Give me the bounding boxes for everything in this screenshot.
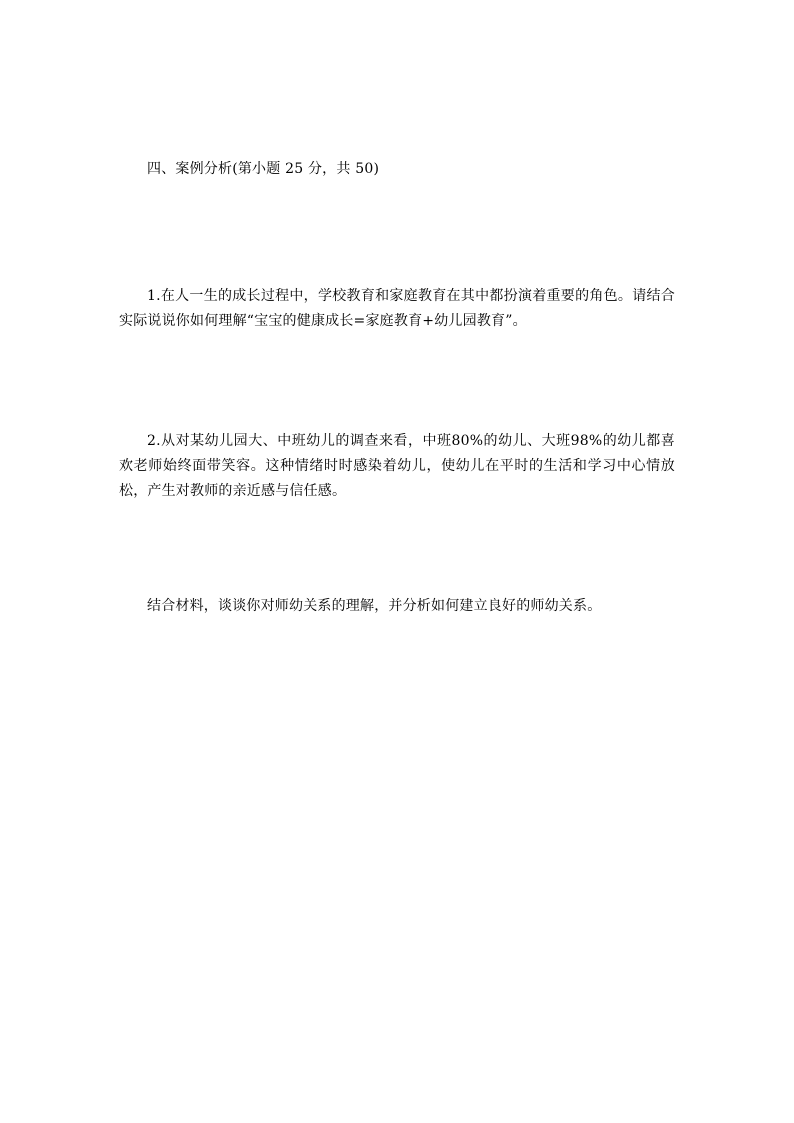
question-2-task: 结合材料，谈谈你对师幼关系的理解，并分析如何建立良好的师幼关系。 <box>147 598 602 614</box>
question-1-text: 1.在人一生的成长过程中，学校教育和家庭教育在其中都扮演着重要的角色。请结合实际说说你如何理解“宝宝的健康成长=家庭教育+幼儿园教育”。 <box>119 288 675 329</box>
question-2-text: 2.从对某幼儿园大、中班幼儿的调查来看，中班80%的幼儿、大班98%的幼儿都喜欢老师始终面带笑容。这种情绪时时感染着幼儿，使幼儿在平时的生活和学习中心情放松，产生对教师的亲近感与信任感。 <box>119 433 675 499</box>
section-heading: 四、案例分析(第小题 25 分，共 50) <box>147 161 380 177</box>
